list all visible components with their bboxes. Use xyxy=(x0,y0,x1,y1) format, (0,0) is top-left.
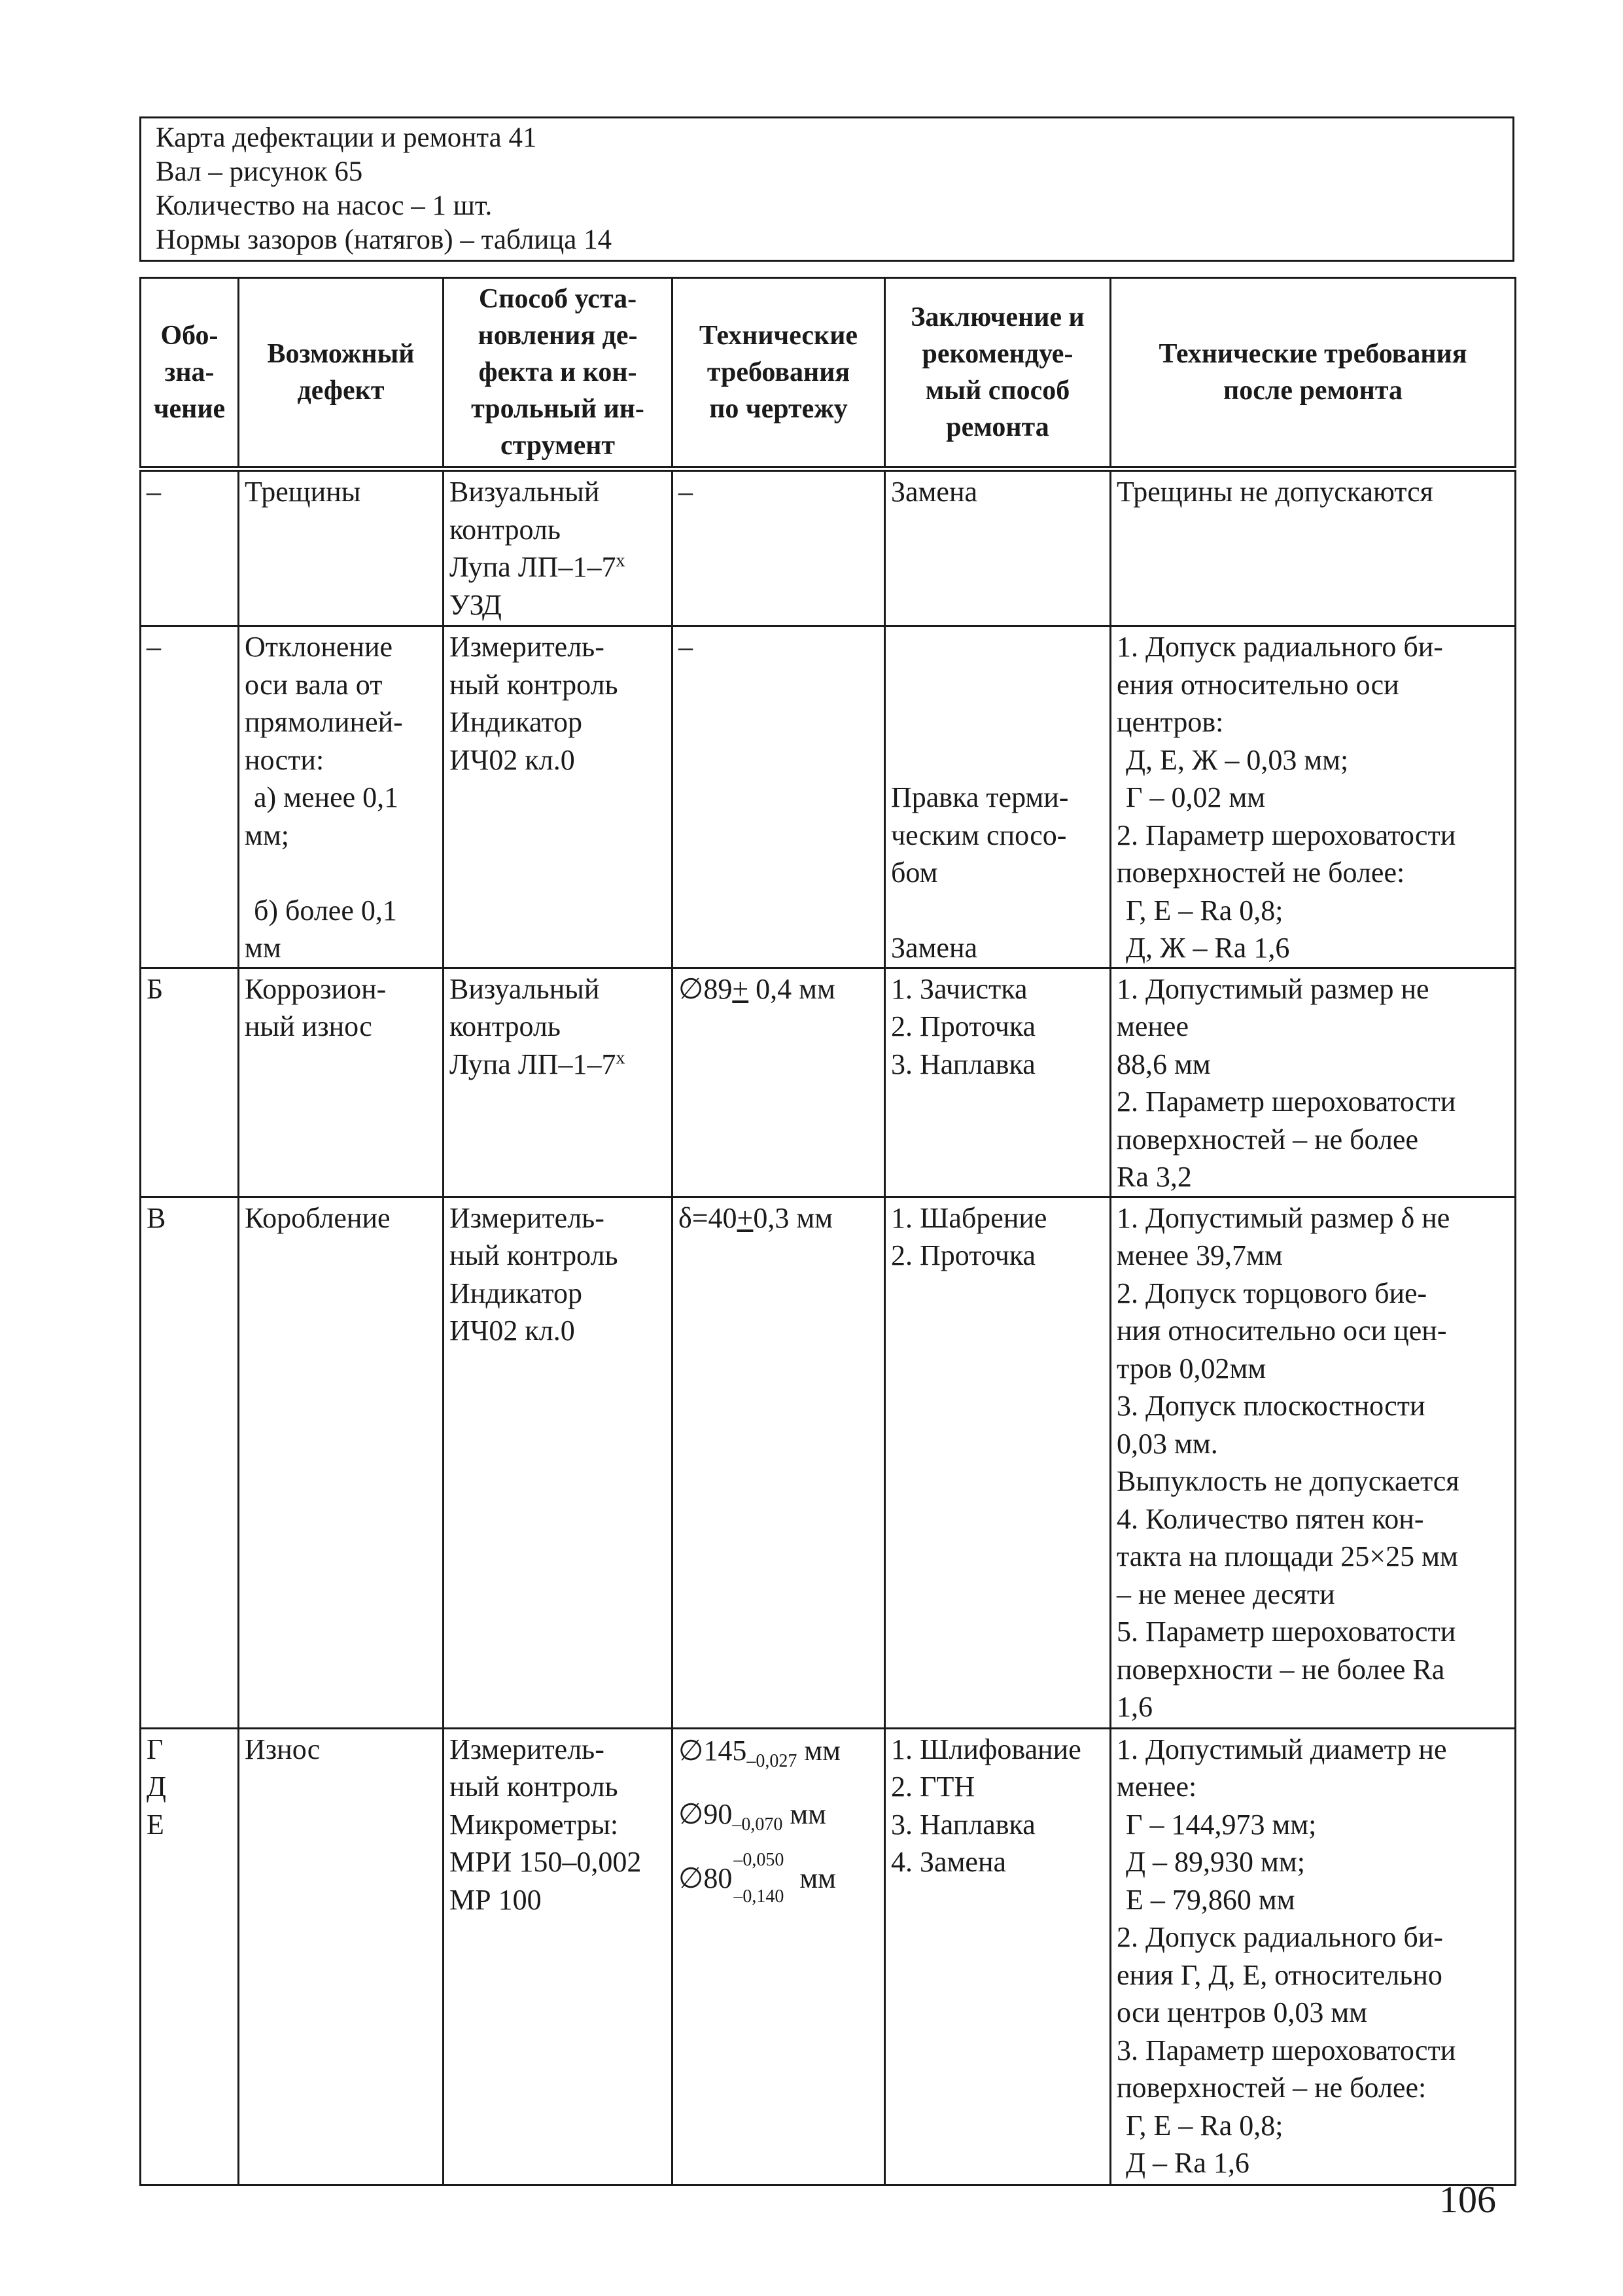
cell-drawing-requirements: ∅89+ 0,4 мм xyxy=(672,968,885,1197)
cell-drawing-requirements: δ=40+0,3 мм xyxy=(672,1197,885,1728)
cell-drawing-requirements xyxy=(672,1728,885,2185)
cell-method: Измеритель- ный контроль Индикатор ИЧ02 кл.0 xyxy=(444,1197,672,1728)
cell-drawing-requirements: – xyxy=(672,626,885,968)
quantity-per-pump: Количество на насос – 1 шт. xyxy=(156,190,493,221)
table-header-row xyxy=(141,278,1516,469)
cell-method: Визуальный контроль Лупа $ЛП-1-7^х$ УЗД xyxy=(444,469,672,626)
cell-designation: – xyxy=(141,469,239,626)
table-row xyxy=(141,1728,1516,2185)
cell-method: Измеритель- ный контроль Индикатор ИЧ02 кл.0 xyxy=(444,626,672,968)
cell-defect: Коробление xyxy=(239,1197,444,1728)
cell-designation: – xyxy=(141,626,239,968)
card-title: Карта дефектации и ремонта 41 xyxy=(156,122,537,153)
cell-repair-method: 1. Зачистка 2. Проточка 3. Наплавка xyxy=(885,968,1111,1197)
column-header-repair-method: Заключение и рекомендуе- мый способ ремонта xyxy=(885,278,1111,469)
cell-after-repair: 1. Допустимый диаметр не менее: Г – 144,973 мм; Д – 89,930 мм; Е – 79,860 мм 2. Допуск радиального би- ения Г, Д, Е, относительно оси центров 0,03 мм 3. Параметр шероховатости поверхностей – не более: Г, Е – Ra 0,8; Д – Ra 1,6 xyxy=(1111,1728,1516,2185)
clearance-norms-reference: Нормы зазоров (натягов) – таблица 14 xyxy=(156,224,612,255)
cell-method: Измеритель- ный контроль Микрометры: МРИ 150–0,002 МР 100 xyxy=(444,1728,672,2185)
cell-repair-method: 1. Шлифование 2. ГТН 3. Наплавка 4. Замена xyxy=(885,1728,1111,2185)
cell-method: Визуальный контроль Лупа $ЛП-1-7^х$ xyxy=(444,968,672,1197)
cell-after-repair: 1. Допустимый размер не менее 88,6 мм 2. Параметр шероховатости поверхностей – не более Ra 3,2 xyxy=(1111,968,1516,1197)
cell-defect: Отклонение оси вала от прямолиней- ности: а) менее 0,1 мм; б) более 0,1 мм xyxy=(239,626,444,968)
cell-repair-method: Замена xyxy=(885,469,1111,626)
column-header-method: Способ уста- новления де- фекта и кон- трольный ин- струмент xyxy=(444,278,672,469)
size-80: ∅80 –0,050 –0,140 мм xyxy=(678,1849,837,1907)
cell-repair-method: Правка терми- ческим спосо- бом Замена xyxy=(885,626,1111,968)
table-row xyxy=(141,1197,1516,1728)
cell-defect: Трещины xyxy=(239,469,444,626)
part-reference: Вал – рисунок 65 xyxy=(156,156,363,187)
table-row xyxy=(141,626,1516,968)
cell-defect: Коррозион- ный износ xyxy=(239,968,444,1197)
cell-drawing-requirements: – xyxy=(672,469,885,626)
cell-designation: Г Д Е xyxy=(141,1728,239,2185)
cell-defect: Износ xyxy=(239,1728,444,2185)
cell-designation: В xyxy=(141,1197,239,1728)
cell-repair-method: 1. Шабрение 2. Проточка xyxy=(885,1197,1111,1728)
cell-designation: Б xyxy=(141,968,239,1197)
size-90: $\emptyset 90_{-0,070}$ мм xyxy=(678,1798,827,1835)
cell-after-repair: 1. Допуск радиального би- ения относительно оси центров: Д, Е, Ж – 0,03 мм; Г – 0,02 мм 2. Параметр шероховатости поверхностей не более: Г, Е – Ra 0,8; Д, Ж – Ra 1,6 xyxy=(1111,626,1516,968)
table-row xyxy=(141,968,1516,1197)
defect-table xyxy=(139,277,1516,2186)
column-header-drawing-requirements: Технические требования по чертежу xyxy=(672,278,885,469)
column-header-after-repair: Технические требования после ремонта xyxy=(1111,278,1516,469)
size-145: $\emptyset 145_{-0,027}$ мм xyxy=(678,1734,841,1771)
column-header-defect: Возможный дефект xyxy=(239,278,444,469)
table-row xyxy=(141,469,1516,626)
card-header xyxy=(139,116,1514,262)
cell-after-repair: 1. Допустимый размер δ не менее 39,7мм 2. Допуск торцового бие- ния относительно оси цен- тров 0,02мм 3. Допуск плоскостности 0,03 мм. Выпуклость не допускается 4. Количество пятен кон- такта на площади 25×25 мм – не менее десяти 5. Параметр шероховатости поверхности – не более Ra 1,6 xyxy=(1111,1197,1516,1728)
cell-after-repair: Трещины не допускаются xyxy=(1111,469,1516,626)
page-number: 106 xyxy=(1439,2178,1496,2221)
column-header-designation: Обо- зна- чение xyxy=(141,278,239,469)
